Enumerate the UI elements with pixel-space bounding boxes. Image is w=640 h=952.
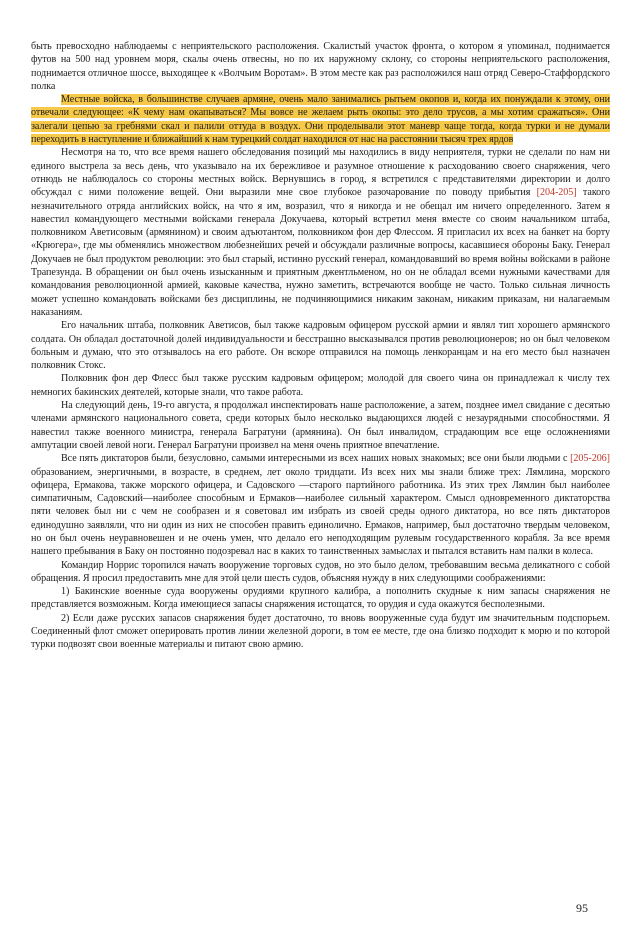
paragraph [31,559,610,586]
page-reference-marker: [205-206] [570,453,610,465]
paragraph [31,40,610,93]
paragraph-text: 1) Бакинские военные суда вооружены орудиями крупного калибра, а пополнить скудные к ним запасы снаряжения не представляется возможным. Когда имеющиеся запасы снаряжения истощатся, то орудия и суда окажутся бесполезными. [31,586,610,611]
paragraph-text: На следующий день, 19-го августа, я продолжал инспектировать наше расположение, а затем, позднее имел свидание с десятью членами армянского национального совета, среди которых было несколько выдающихся людей с незаурядными способностями. Я навестил также военного министра, генерала Багратуни (армянина). Он был инвалидом, страдающим все еще осложнениями ампутации своей левой ноги. Генерал Багратуни произвел на меня очень приятное впечатление. [31,400,610,451]
paragraph [31,399,610,452]
paragraph-text: Полковник фон дер Флесс был также русским кадровым офицером; молодой для своего чина он принадлежал к числу тех немногих бакинских деятелей, которые знали, что такое работа. [31,373,610,398]
paragraph-text: такого незначительного отряда английских войск, на что я им, возразил, что я никогда и не обещал им ничего определенного. Затем я навестил командующего местными войсками генерала Докучаева, который встретил меня вместе со своим начальником штаба, полковником Аветисовым (армянином) и своим адъютантом, полковником фон дер Флессом. Я пригласил их всех на банкет на борту «Крюгера», где мы обменялись множеством любезнейших речей и обсуждали различные вопросы, касавшиеся обороны Баку. Генерал Докучаев не был продуктом революции: это был старый, истинно русский генерал, командовавший во время войны войсками в районе Трапезунда. В обращении он был очень изысканным и приятным джентльменом, но он не обладал всеми нужными качествами для командования революционной армией, каковые качества, нужно заметить, встречаются вообще не часто. Только сильная личность может успешно командовать войсками без дисциплины, не подчиняющимися никаким законам, никаким приказам, ни налагаемым наказаниям. [31,187,611,318]
paragraph-text: Командир Норрис торопился начать вооружение торговых судов, но это было делом, требовавшим весьма деликатного с собой обращения. Я просил предоставить мне для этой цели шесть судов, объясняя нужду в них следующими соображениями: [31,559,610,584]
paragraph-text: 2) Если даже русских запасов снаряжения будет достаточно, то вновь вооруженные суда будут им значительным подспорьем. Соединенный флот сможет оперировать против линии железной дороги, в том ее месте, где она близко подходит к морю и по которой турки подвозят свои военные материалы и питают свою армию. [31,612,610,651]
paragraph-text: Его начальник штаба, полковник Аветисов, был также кадровым офицером русской армии и являл тип хорошего армянского солдата. Он обладал достаточной долей индивидуальности и бесстрашно высказывался против революционеров; но он был человеком больным и думаю, что это отзывалось на его работе. Он вскоре отправился на помощь ленкоранцам и на его место был назначен полковник Стокс. [31,320,610,372]
page-number: 95 [576,901,588,915]
body-text [31,40,610,652]
highlighted-text: Местные войска, в большинстве случаев армяне, очень мало занимались рытьем окопов и, когда их понуждали к этому, они отвечали следующее: «К чему нам окапываться? Мы вовсе не желаем рыть окопы: это дело трусов, а мы хотим сражаться». Они залегали цепью за гребнями скал и палили оттуда в воздух. Они проделывали этот маневр чаще тогда, когда турки и не думали переходить в наступление и ближайший к нам турецкий солдат находился от нас на расстоянии тысяч трех ярдов [31,94,610,146]
paragraph [31,93,610,146]
paragraph-text: Несмотря на то, что все время нашего обследования позиций мы находились в виду неприятеля, турки не сделали по нам ни единого выстрела за весь день, что указывало на их бережливое и разумное отношение к расходованию своего снаряжения, чего отнюдь не наблюдалось со стороны местных войск. Вернувшись в город, я встретился с представителями директории и долго обсуждал с ними положение вещей. Они выразили мне свое глубокое разочарование по поводу прибытия [31,147,610,199]
paragraph [31,612,610,652]
paragraph-text: быть превосходно наблюдаемы с неприятельского расположения. Скалистый участок фронта, о котором я упоминал, поднимается футов на 500 над уровнем моря, скалы очень отвесны, но по их наружному склону, со стороны неприятельского расположения, поднимается отличное шоссе, выходящее к «Волчьим Воротам». В этом месте как раз расположился наш отряд Северо-Стаффордского полка [31,41,610,92]
page-reference-marker: [204-205] [536,187,577,199]
paragraph [31,319,610,372]
paragraph-text: Все пять диктаторов были, безусловно, самыми интересными из всех наших новых знакомых; все они были людьми с [61,453,571,465]
paragraph [31,585,610,612]
paragraph [31,372,610,399]
paragraph [31,452,610,558]
paragraph [31,146,610,319]
paragraph-text: образованием, энергичными, в возрасте, в среднем, лет около тридцати. Из всех них мы знали ближе трех: Лямлина, морского офицера, Ермакова, также морского офицера, и Садовского —старого партийного работника. Из этих трех Лямлин был наиболее симпатичным, Садовский—наиболее способным и Ермаков—наиболее сильный характером. Смысл одновременного диктаторства пяти человек был ни с чем не сообразен и я советовал им избрать из своей среды одного диктатора, но все пять диктаторов единодушно заявляли, что ни один из них не способен править единолично. Ермаков, например, был достаточно твердым человеком, но он был очень неуравновешен и не очень умен, что делало его неподходящим рулевым государственного корабля. За все время нашего пребывания в Баку он постоянно подозревал нас в каких то таинственных замыслах и пытался вставить нам палки в колеса. [31,466,610,558]
